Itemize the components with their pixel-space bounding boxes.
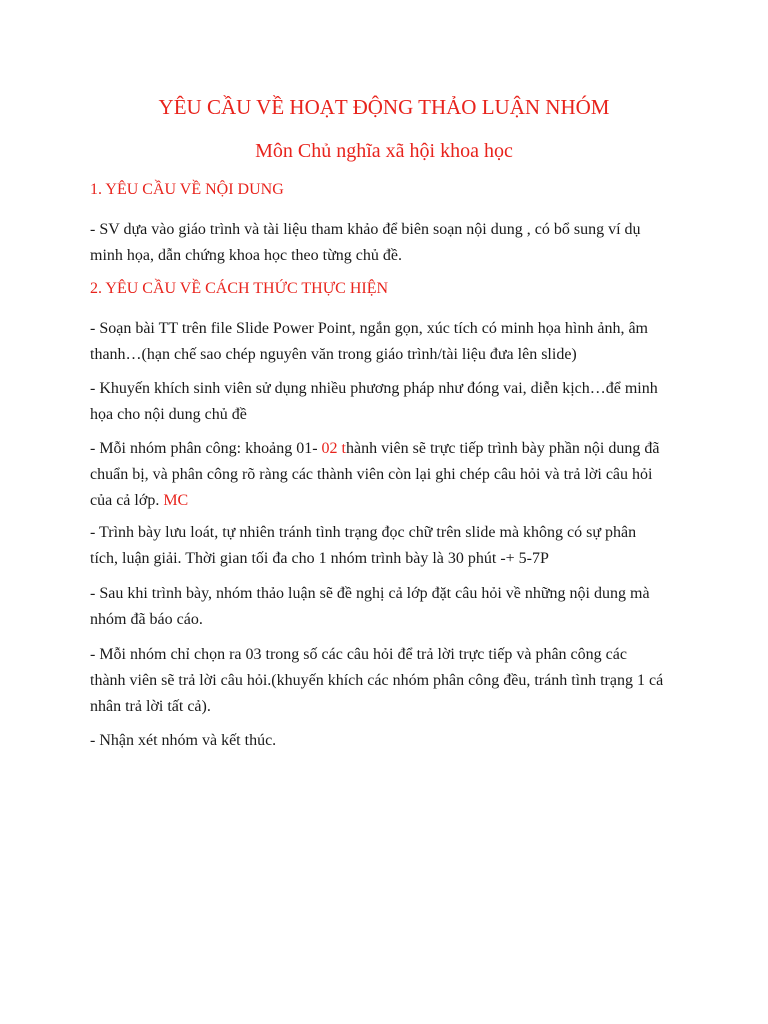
- paragraph-line: chuẩn bị, và phân công rõ ràng các thành viên còn lại ghi chép câu hỏi và trả lời câu hỏi: [90, 466, 653, 483]
- highlight-text: 02 t: [321, 440, 346, 457]
- paragraph-questions: [90, 581, 710, 633]
- paragraph-slide-preparation: [90, 316, 710, 368]
- paragraph-presentation: [90, 520, 710, 572]
- paragraph-line: - Nhận xét nhóm và kết thúc.: [90, 732, 277, 749]
- paragraph-content-requirement: [90, 217, 710, 269]
- paragraph-line: nhóm đã báo cáo.: [90, 611, 203, 628]
- paragraph-line: tích, luận giải. Thời gian tối đa cho 1 nhóm trình bày là 30 phút -+ 5-7P: [90, 550, 549, 567]
- document-title: YÊU CẦU VỀ HOẠT ĐỘNG THẢO LUẬN NHÓM: [158, 95, 610, 119]
- section-heading-content: 1. YÊU CẦU VỀ NỘI DUNG: [90, 181, 284, 198]
- paragraph-line: thanh…(hạn chế sao chép nguyên văn trong giáo trình/tài liệu đưa lên slide): [90, 346, 577, 363]
- paragraph-line: của cả lớp. MC: [90, 492, 189, 509]
- paragraph-line: - Mỗi nhóm phân công: khoảng 01- 02 thành viên sẽ trực tiếp trình bày phần nội dung đã: [90, 440, 660, 457]
- paragraph-methods: [90, 376, 710, 428]
- paragraph-line: nhân trả lời tất cả).: [90, 698, 211, 715]
- paragraph-line: - Mỗi nhóm chỉ chọn ra 03 trong số các câu hỏi để trả lời trực tiếp và phân công các: [90, 646, 627, 663]
- paragraph-line: thành viên sẽ trả lời câu hỏi.(khuyến khích các nhóm phân công đều, tránh tình trạng 1 cá: [90, 672, 664, 689]
- paragraph-line: - Soạn bài TT trên file Slide Power Point, ngắn gọn, xúc tích có minh họa hình ảnh, âm: [90, 320, 648, 337]
- section-heading-method: 2. YÊU CẦU VỀ CÁCH THỨC THỰC HIỆN: [90, 280, 389, 297]
- paragraph-answers: [90, 642, 710, 720]
- document-subtitle: Môn Chủ nghĩa xã hội khoa học: [255, 140, 513, 162]
- paragraph-conclusion: [90, 728, 710, 754]
- paragraph-line: họa cho nội dung chủ đề: [90, 406, 247, 423]
- paragraph-line: - Sau khi trình bày, nhóm thảo luận sẽ đề nghị cả lớp đặt câu hỏi về những nội dung mà: [90, 585, 650, 602]
- paragraph-line: minh họa, dẫn chứng khoa học theo từng chủ đề.: [90, 247, 402, 264]
- paragraph-line: - Khuyến khích sinh viên sử dụng nhiều phương pháp như đóng vai, diễn kịch…để minh: [90, 380, 658, 397]
- paragraph-group-assignment: [90, 436, 710, 514]
- paragraph-line: - SV dựa vào giáo trình và tài liệu tham khảo để biên soạn nội dung , có bổ sung ví dụ: [90, 221, 641, 238]
- paragraph-line: - Trình bày lưu loát, tự nhiên tránh tình trạng đọc chữ trên slide mà không có sự phân: [90, 524, 637, 541]
- highlight-mc: MC: [163, 492, 189, 509]
